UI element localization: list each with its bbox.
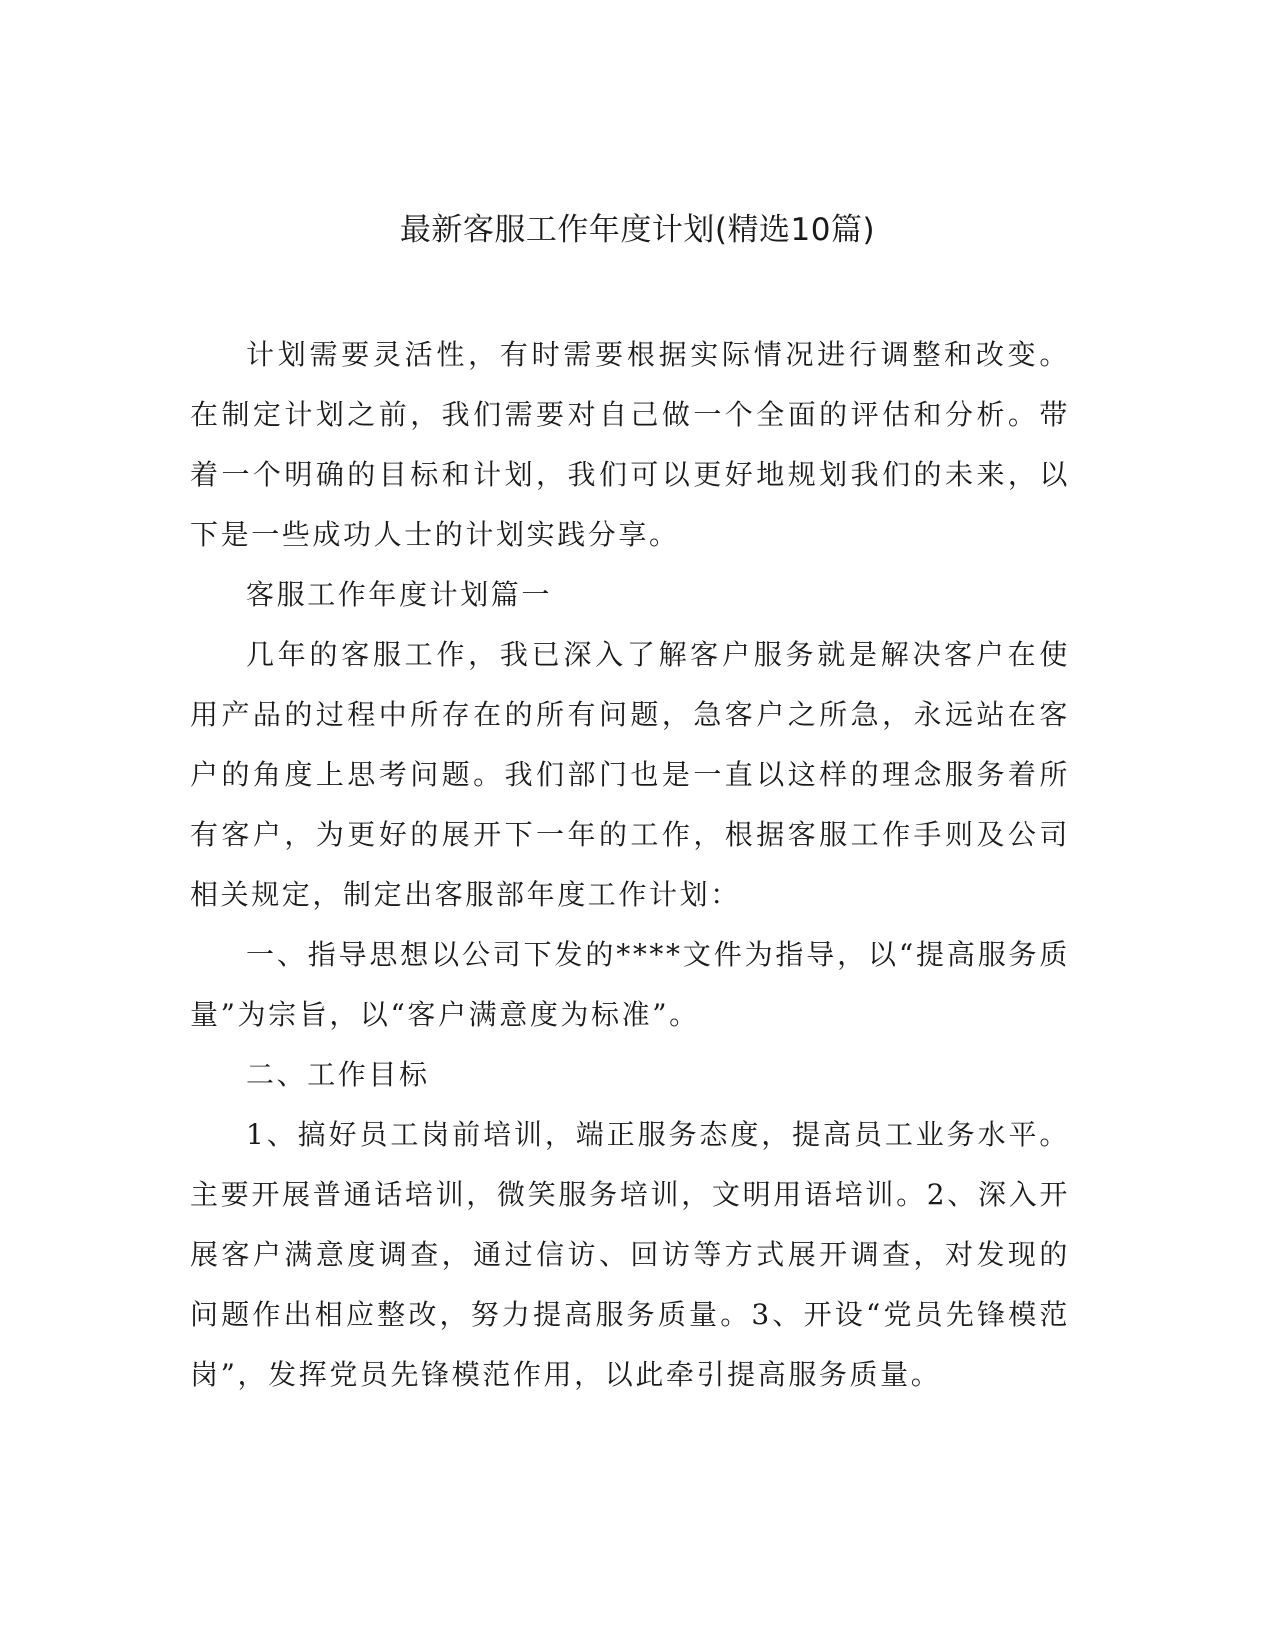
subsection-heading: 二、工作目标 — [246, 1058, 430, 1091]
goals-paragraph: 1、搞好员工岗前培训，端正服务态度，提高员工业务水平。主要开展普通话培训，微笑服务培训，文明用语培训。2、深入开展客户满意度调查，通过信访、回访等方式展开调查，对发现的问题作出相应整改，努力提高服务质量。3、开设“党员先锋模范岗”，发挥党员先锋模范作用，以此牵引提高服务质量。 — [190, 1118, 1070, 1391]
section-heading: 客服工作年度计划篇一 — [246, 578, 553, 611]
document-title: 最新客服工作年度计划(精选10篇) — [399, 212, 876, 248]
guiding-principle-paragraph: 一、指导思想以公司下发的****文件为指导，以“提高服务质量”为宗旨，以“客户满意度为标准”。 — [190, 938, 1070, 1031]
intro-paragraph: 计划需要灵活性，有时需要根据实际情况进行调整和改变。在制定计划之前，我们需要对自己做一个全面的评估和分析。带着一个明确的目标和计划，我们可以更好地规划我们的未来，以下是一些成功人士的计划实践分享。 — [190, 338, 1070, 551]
document-body — [190, 325, 1070, 1405]
body-paragraph: 几年的客服工作，我已深入了解客户服务就是解决客户在使用产品的过程中所存在的所有问题，急客户之所急，永远站在客户的角度上思考问题。我们部门也是一直以这样的理念服务着所有客户，为更好的展开下一年的工作，根据客服工作手则及公司相关规定，制定出客服部年度工作计划： — [190, 638, 1070, 911]
